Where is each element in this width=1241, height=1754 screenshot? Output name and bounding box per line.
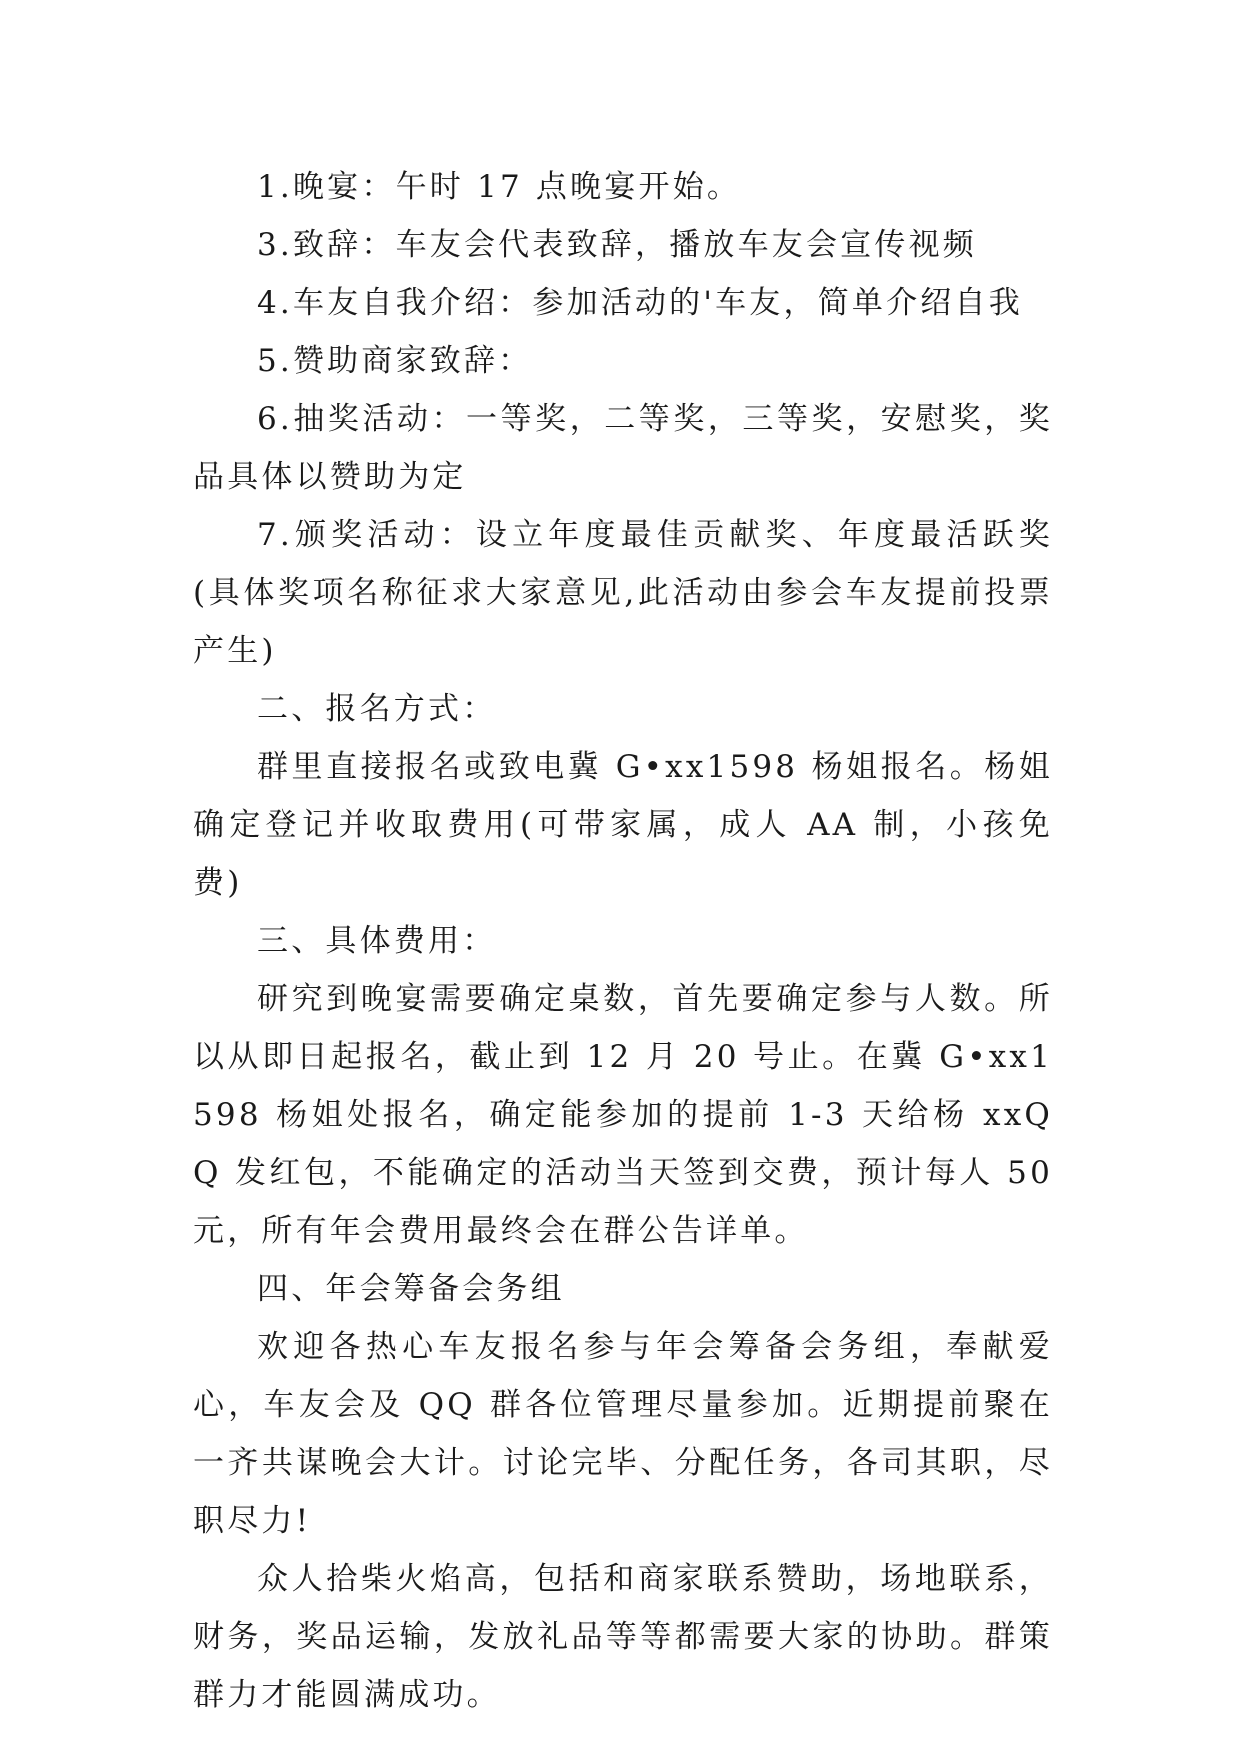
heading-organizing-team: 四、年会筹备会务组: [257, 1271, 565, 1307]
paragraph-awards: 7.颁奖活动：设立年度最佳贡献奖、年度最活跃奖(具体奖项名称征求大家意见,此活动由参会车友提前投票产生): [193, 517, 1053, 669]
document-body: [193, 158, 1053, 1724]
paragraph-lottery: 6.抽奖活动：一等奖，二等奖，三等奖，安慰奖，奖品具体以赞助为定: [193, 401, 1053, 495]
paragraph-self-introduction: 4.车友自我介绍：参加活动的'车友，简单介绍自我: [257, 285, 1023, 321]
paragraph-cooperation: 众人拾柴火焰高，包括和商家联系赞助，场地联系，财务，奖品运输，发放礼品等等都需要大家的协助。群策群力才能圆满成功。: [193, 1561, 1053, 1713]
paragraph-banquet: 1.晚宴：午时 17 点晚宴开始。: [257, 169, 742, 205]
heading-registration: 二、报名方式：: [257, 691, 497, 727]
paragraph-registration: 群里直接报名或致电冀 G•xx1598 杨姐报名。杨姐确定登记并收取费用(可带家属，成人 AA 制，小孩免费): [193, 749, 1053, 901]
paragraph-speech: 3.致辞：车友会代表致辞，播放车友会宣传视频: [257, 227, 977, 263]
paragraph-organizing-team: 欢迎各热心车友报名参与年会筹备会务组，奉献爱心，车友会及 QQ 群各位管理尽量参加。近期提前聚在一齐共谋晚会大计。讨论完毕、分配任务，各司其职，尽职尽力!: [193, 1329, 1053, 1539]
paragraph-costs: 研究到晚宴需要确定桌数，首先要确定参与人数。所以从即日起报名，截止到 12 月 20 号止。在冀 G•xx1598 杨姐处报名，确定能参加的提前 1-3 天给杨 xxQQ 发红包，不能确定的活动当天签到交费，预计每人 50 元，所有年会费用最终会在群公告详单。: [193, 981, 1053, 1249]
paragraph-sponsor-speech: 5.赞助商家致辞：: [257, 343, 533, 379]
heading-costs: 三、具体费用：: [257, 923, 497, 959]
